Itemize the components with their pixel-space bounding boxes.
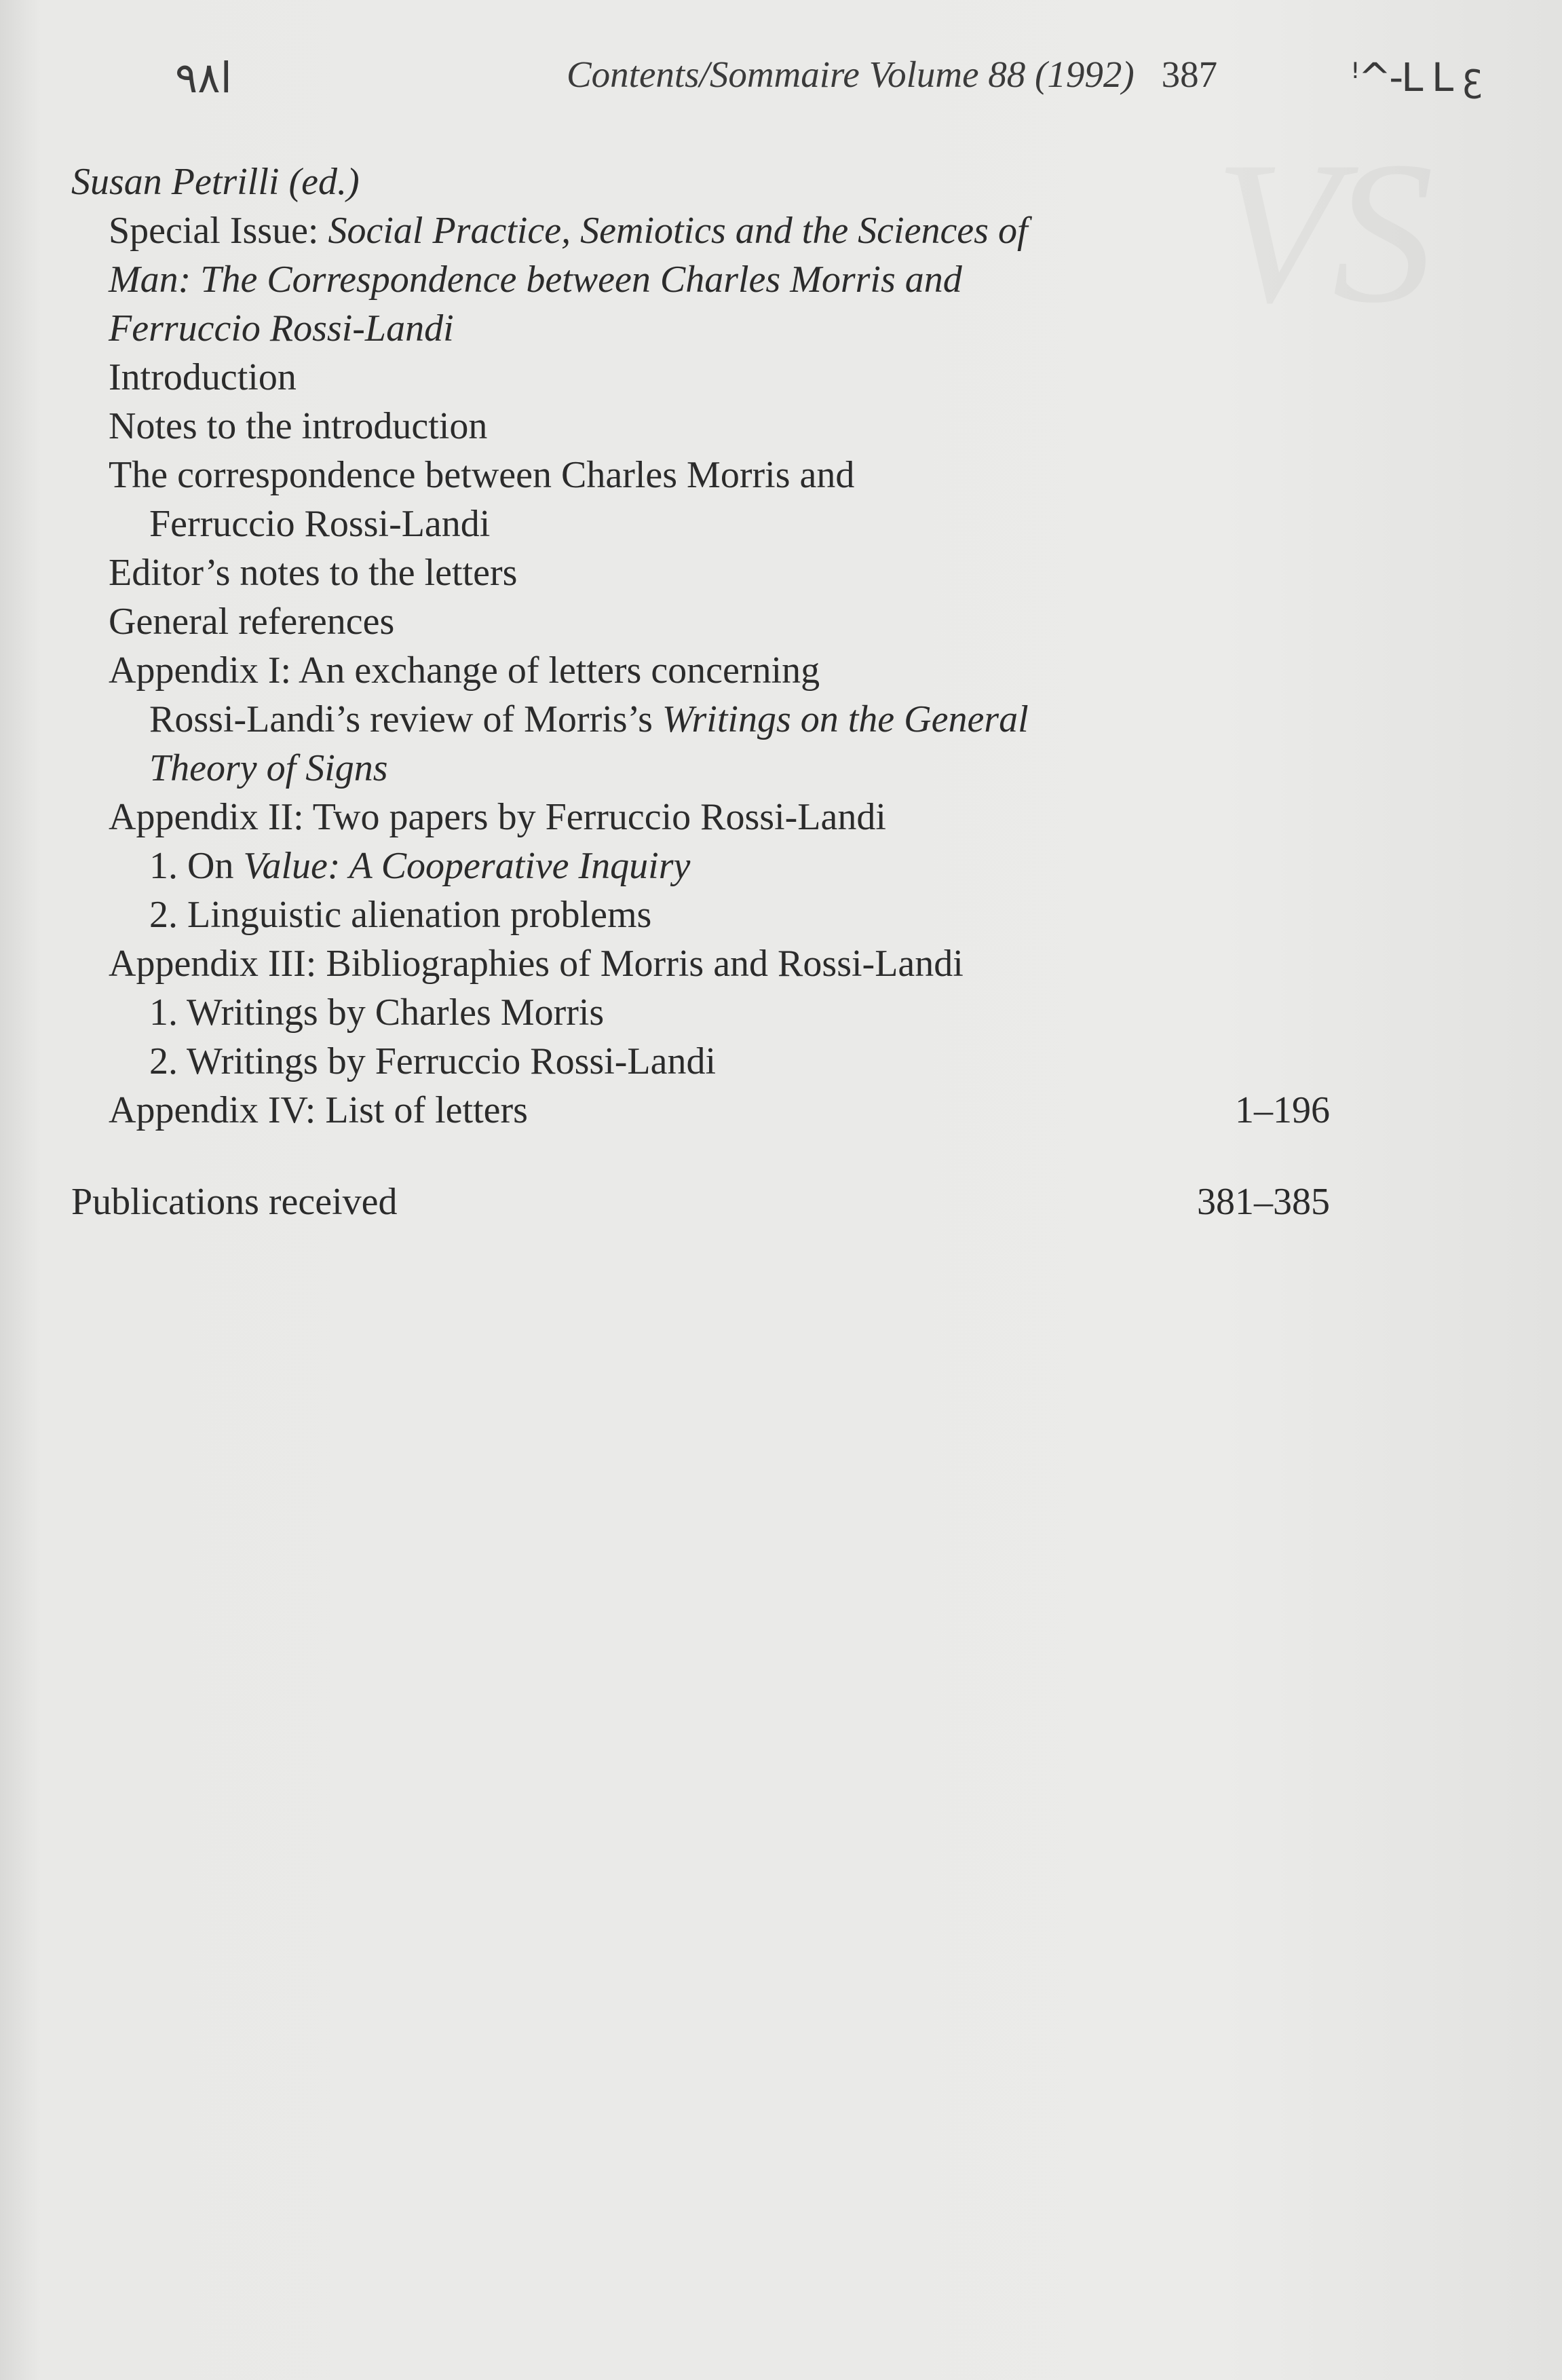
toc-appendix-1: Appendix I: An exchange of letters concerning	[109, 649, 820, 692]
toc-appendix-1-cont	[149, 695, 1029, 744]
special-issue-title: Social Practice, Semiotics and the Sciences of	[328, 210, 1028, 252]
running-title: Contents/Sommaire Volume 88 (1992)	[567, 54, 1135, 95]
toc-correspondence: The correspondence between Charles Morris and	[109, 454, 855, 496]
toc-correspondence-cont: Ferruccio Rossi-Landi	[149, 503, 491, 545]
toc-appendix-4: Appendix IV: List of letters	[109, 1089, 528, 1131]
handwritten-note: ꜝ^-ᒪ L ꜫ	[1350, 54, 1482, 100]
special-issue-line-1	[109, 206, 1028, 255]
running-head	[567, 53, 1217, 96]
toc-notes-introduction: Notes to the introduction	[109, 405, 488, 447]
toc-appendix-3: Appendix III: Bibliographies of Morris and Rossi-Landi	[109, 943, 964, 985]
appendix-1-title: Writings on the General	[662, 698, 1029, 740]
appendix-2-item-1-title: Value: A Cooperative Inquiry	[243, 845, 691, 887]
special-issue-prefix: Special Issue:	[109, 210, 328, 252]
toc-appendix-2-item-2: 2. Linguistic alienation problems	[149, 894, 652, 936]
bleed-through-watermark	[1215, 115, 1427, 350]
toc-appendix-3-item-2: 2. Writings by Ferruccio Rossi-Landi	[149, 1040, 717, 1082]
publications-received: Publications received	[71, 1181, 398, 1223]
toc-appendix-2: Appendix II: Two papers by Ferruccio Rossi-Landi	[109, 796, 886, 838]
special-issue-line-2: Man: The Correspondence between Charles Morris and	[109, 259, 962, 301]
appendix-2-item-1-prefix: 1. On	[149, 845, 244, 887]
toc-introduction: Introduction	[109, 356, 297, 398]
toc-general-references: General references	[109, 601, 395, 643]
entry-page-range: 1–196	[1235, 1089, 1330, 1131]
special-issue-line-3: Ferruccio Rossi-Landi	[109, 307, 454, 350]
appendix-1-prefix: Rossi-Landi’s review of Morris’s	[149, 698, 662, 740]
toc-appendix-2-item-1	[149, 842, 690, 890]
editor-name: Susan Petrilli (ed.)	[71, 161, 360, 203]
toc-appendix-1-title-cont: Theory of Signs	[149, 747, 388, 789]
toc-editors-notes: Editor’s notes to the letters	[109, 552, 518, 594]
page-number: 387	[1161, 54, 1218, 95]
toc-appendix-3-item-1: 1. Writings by Charles Morris	[149, 991, 605, 1034]
handwritten-arabic-mark: ا٩٨	[175, 53, 232, 102]
publications-page-range: 381–385	[1197, 1181, 1330, 1223]
